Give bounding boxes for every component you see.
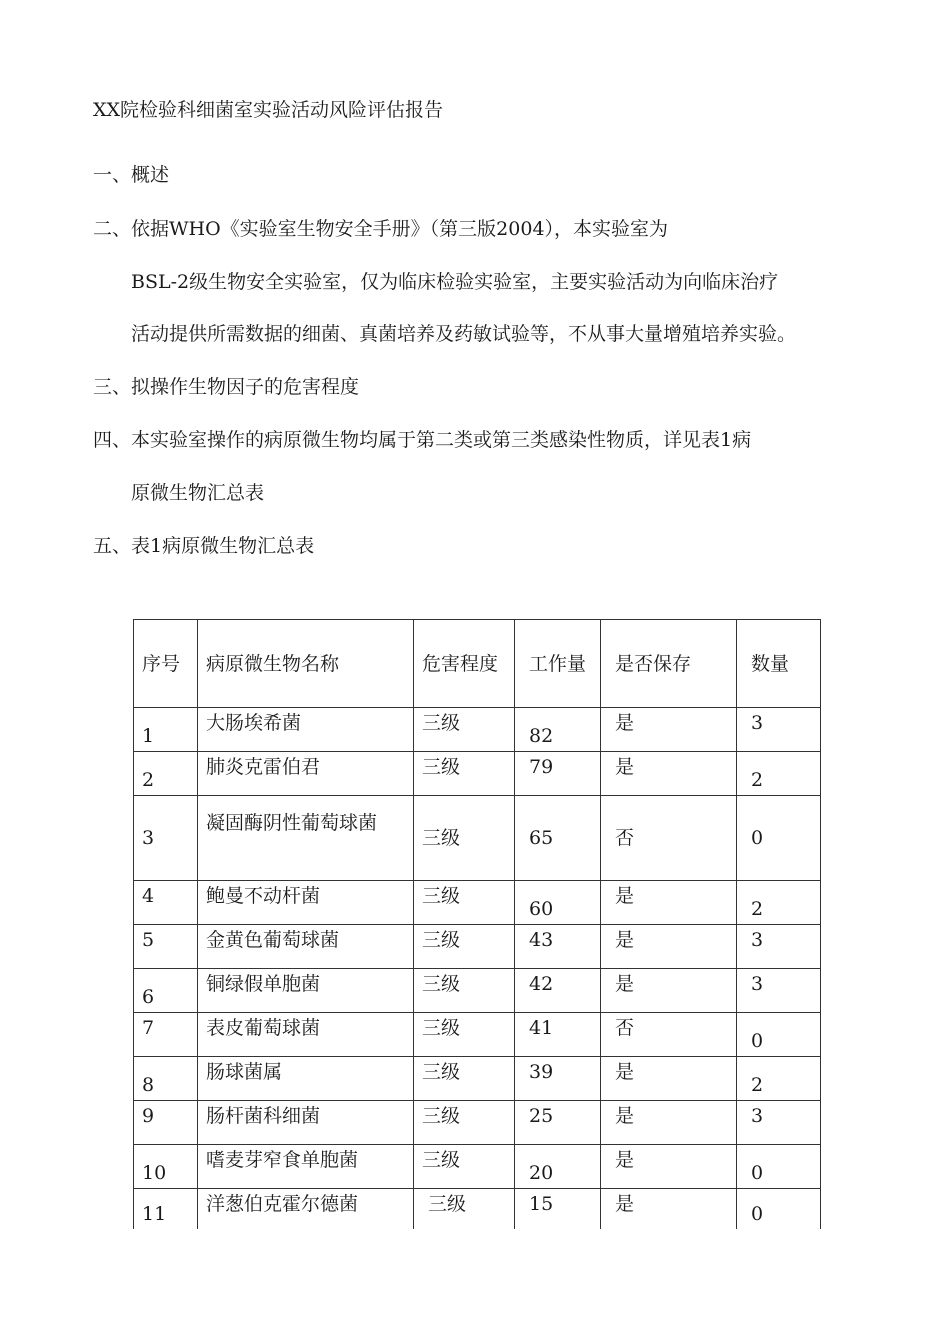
- cell-workload: 39: [515, 1057, 601, 1101]
- cell-level: 三级: [414, 1057, 515, 1101]
- cell-level: 三级: [414, 1145, 515, 1189]
- cell-name: 肺炎克雷伯君: [198, 752, 414, 796]
- cell-no: 9: [134, 1101, 198, 1145]
- cell-count: 0: [737, 1013, 821, 1057]
- cell-level: 三级: [414, 1101, 515, 1145]
- cell-saved: 是: [601, 881, 737, 925]
- cell-no: 3: [134, 796, 198, 881]
- cell-saved: 是: [601, 708, 737, 752]
- cell-level: 三级: [414, 1013, 515, 1057]
- cell-count: 2: [737, 1057, 821, 1101]
- section-table-caption: 五、表1病原微生物汇总表: [93, 535, 315, 557]
- cell-saved: 否: [601, 796, 737, 881]
- table-row: [134, 925, 821, 969]
- cell-level: 三级: [414, 708, 515, 752]
- document-title: XX院检验科细菌室实验活动风险评估报告: [93, 99, 444, 121]
- cell-name: 大肠埃希菌: [198, 708, 414, 752]
- cell-workload: 79: [515, 752, 601, 796]
- table-row: [134, 708, 821, 752]
- section-overview: 一、概述: [93, 164, 170, 186]
- cell-name: 肠球菌属: [198, 1057, 414, 1101]
- section-hazard-level: 三、拟操作生物因子的危害程度: [93, 376, 360, 398]
- cell-count: 3: [737, 708, 821, 752]
- cell-workload: 43: [515, 925, 601, 969]
- cell-level: 三级: [414, 752, 515, 796]
- table-row: [134, 752, 821, 796]
- cell-name: 嗜麦芽窄食单胞菌: [198, 1145, 414, 1189]
- section-pathogens-line2: 原微生物汇总表: [131, 482, 265, 504]
- cell-name: 肠杆菌科细菌: [198, 1101, 414, 1145]
- table-row: [134, 881, 821, 925]
- table-row: [134, 1189, 821, 1229]
- cell-saved: 是: [601, 1101, 737, 1145]
- cell-count: 0: [737, 796, 821, 881]
- cell-no: 5: [134, 925, 198, 969]
- header-count: 数量: [737, 620, 821, 708]
- cell-level: 三级: [414, 796, 515, 881]
- cell-workload: 60: [515, 881, 601, 925]
- table-row: [134, 1101, 821, 1145]
- cell-no: 2: [134, 752, 198, 796]
- table-row: [134, 1145, 821, 1189]
- cell-level: 三级: [414, 925, 515, 969]
- cell-count: 2: [737, 752, 821, 796]
- cell-workload: 15: [515, 1189, 601, 1229]
- section-basis-line3: 活动提供所需数据的细菌、真菌培养及药敏试验等，不从事大量增殖培养实验。: [131, 323, 797, 345]
- cell-saved: 是: [601, 1057, 737, 1101]
- cell-workload: 25: [515, 1101, 601, 1145]
- cell-no: 8: [134, 1057, 198, 1101]
- cell-saved: 是: [601, 925, 737, 969]
- pathogen-summary-table: [133, 619, 821, 1229]
- table-row: [134, 1057, 821, 1101]
- cell-no: 10: [134, 1145, 198, 1189]
- cell-name: 铜绿假单胞菌: [198, 969, 414, 1013]
- cell-name: 洋葱伯克霍尔德菌: [198, 1189, 414, 1229]
- cell-saved: 是: [601, 1145, 737, 1189]
- cell-count: 3: [737, 969, 821, 1013]
- header-level: 危害程度: [414, 620, 515, 708]
- table-row: [134, 1013, 821, 1057]
- table-header-row: [134, 620, 821, 708]
- cell-name: 表皮葡萄球菌: [198, 1013, 414, 1057]
- cell-count: 0: [737, 1145, 821, 1189]
- cell-name: 鲍曼不动杆菌: [198, 881, 414, 925]
- cell-no: 7: [134, 1013, 198, 1057]
- cell-saved: 是: [601, 752, 737, 796]
- header-no: 序号: [134, 620, 198, 708]
- header-name: 病原微生物名称: [198, 620, 414, 708]
- table-row: [134, 969, 821, 1013]
- cell-no: 11: [134, 1189, 198, 1229]
- section-basis-line1: 二、依据WHO《实验室生物安全手册》（第三版2004），本实验室为: [93, 218, 669, 240]
- cell-level: 三级: [414, 969, 515, 1013]
- cell-workload: 82: [515, 708, 601, 752]
- cell-workload: 42: [515, 969, 601, 1013]
- cell-count: 3: [737, 925, 821, 969]
- header-workload: 工作量: [515, 620, 601, 708]
- cell-saved: 否: [601, 1013, 737, 1057]
- table-row: [134, 796, 821, 881]
- section-pathogens-line1: 四、本实验室操作的病原微生物均属于第二类或第三类感染性物质，详见表1病: [93, 429, 752, 451]
- cell-count: 0: [737, 1189, 821, 1229]
- cell-level: 三级: [414, 881, 515, 925]
- header-saved: 是否保存: [601, 620, 737, 708]
- cell-count: 2: [737, 881, 821, 925]
- cell-no: 6: [134, 969, 198, 1013]
- cell-no: 1: [134, 708, 198, 752]
- cell-no: 4: [134, 881, 198, 925]
- cell-workload: 41: [515, 1013, 601, 1057]
- cell-saved: 是: [601, 969, 737, 1013]
- cell-workload: 20: [515, 1145, 601, 1189]
- section-basis-line2: BSL-2级生物安全实验室，仅为临床检验实验室，主要实验活动为向临床治疗: [131, 271, 779, 293]
- cell-workload: 65: [515, 796, 601, 881]
- cell-name: 凝固酶阴性葡萄球菌: [198, 796, 414, 881]
- cell-saved: 是: [601, 1189, 737, 1229]
- cell-count: 3: [737, 1101, 821, 1145]
- cell-level: 三级: [414, 1189, 515, 1229]
- cell-name: 金黄色葡萄球菌: [198, 925, 414, 969]
